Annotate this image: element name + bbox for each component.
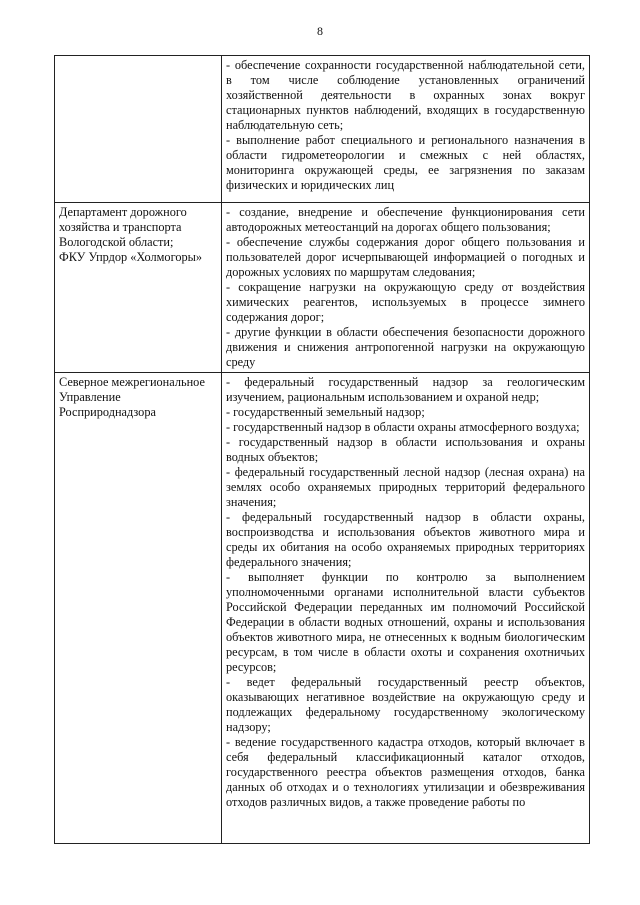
functions-cell [222, 203, 590, 373]
function-item: - федеральный государственный лесной надзор (лесная охрана) на землях особо охраняемых природных территорий федерального значения; [226, 465, 585, 509]
organization-name: Департамент дорожного хозяйства и транспорта Вологодской области; [59, 205, 187, 249]
table-row [55, 203, 590, 373]
organization-cell [55, 56, 222, 203]
function-item: - ведение государственного кадастра отходов, который включает в себя федеральный классификационный каталог отходов, государственного реестра объектов размещения отходов, банка данных об отходах и о технологиях утилизации и обезвреживания отходов различных видов, а также проведение работы по [226, 735, 585, 809]
function-item: - обеспечение сохранности государственной наблюдательной сети, в том числе соблюдение установленных ограничений хозяйственной деятельности в охранных зонах вокруг стационарных пунктов наблюдений, входящих в государственную наблюдательную сеть; [226, 58, 585, 132]
function-item: - выполнение работ специального и регионального назначения в области гидрометеорологии и смежных с ней областях, мониторинга окружающей среды, ее загрязнения по заказам физических и юридических лиц [226, 133, 585, 192]
function-item: - федеральный государственный надзор в области охраны, воспроизводства и использования объектов животного мира и среды их обитания на особо охраняемых природных территориях федерального значения; [226, 510, 585, 569]
function-item: - федеральный государственный надзор за геологическим изучением, рациональным использованием и охраной недр; [226, 375, 585, 404]
organization-name: Северное межрегиональное Управление Росприроднадзора [59, 375, 205, 419]
organization-cell [55, 203, 222, 373]
function-item: - другие функции в области обеспечения безопасности дорожного движения и снижения антропогенной нагрузки на окружающую среду [226, 325, 585, 369]
organization-name: ФКУ Упрдор «Холмогоры» [59, 250, 203, 264]
function-item: - обеспечение службы содержания дорог общего пользования и пользователей дорог исчерпывающей информацией о погодных и дорожных условиях по маршрутам следования; [226, 235, 585, 279]
table-row [55, 373, 590, 844]
functions-cell [222, 373, 590, 844]
function-item: - государственный надзор в области охраны атмосферного воздуха; [226, 420, 580, 434]
functions-cell [222, 56, 590, 203]
function-item: - государственный надзор в области использования и охраны водных объектов; [226, 435, 585, 464]
function-item: - государственный земельный надзор; [226, 405, 425, 419]
function-item: - выполняет функции по контролю за выполнением уполномоченными органами исполнительной власти субъектов Российской Федерации переданных им полномочий Российской Федерации в области водных отношений, охраны и использования объектов животного мира, не отнесенных к водным биологическим ресурсам, в том числе в области охоты и сохранения охотничьих ресурсов; [226, 570, 585, 674]
page-number: 8 [317, 24, 323, 38]
function-item: - ведет федеральный государственный реестр объектов, оказывающих негативное воздействие на окружающую среду и подлежащих федеральному государственному экологическому надзору; [226, 675, 585, 734]
table-row [55, 56, 590, 203]
responsibilities-table [54, 55, 590, 844]
function-item: - сокращение нагрузки на окружающую среду от воздействия химических реагентов, используемых в процессе зимнего содержания дорог; [226, 280, 585, 324]
function-item: - создание, внедрение и обеспечение функционирования сети автодорожных метеостанций на дорогах общего пользования; [226, 205, 585, 234]
organization-cell [55, 373, 222, 844]
